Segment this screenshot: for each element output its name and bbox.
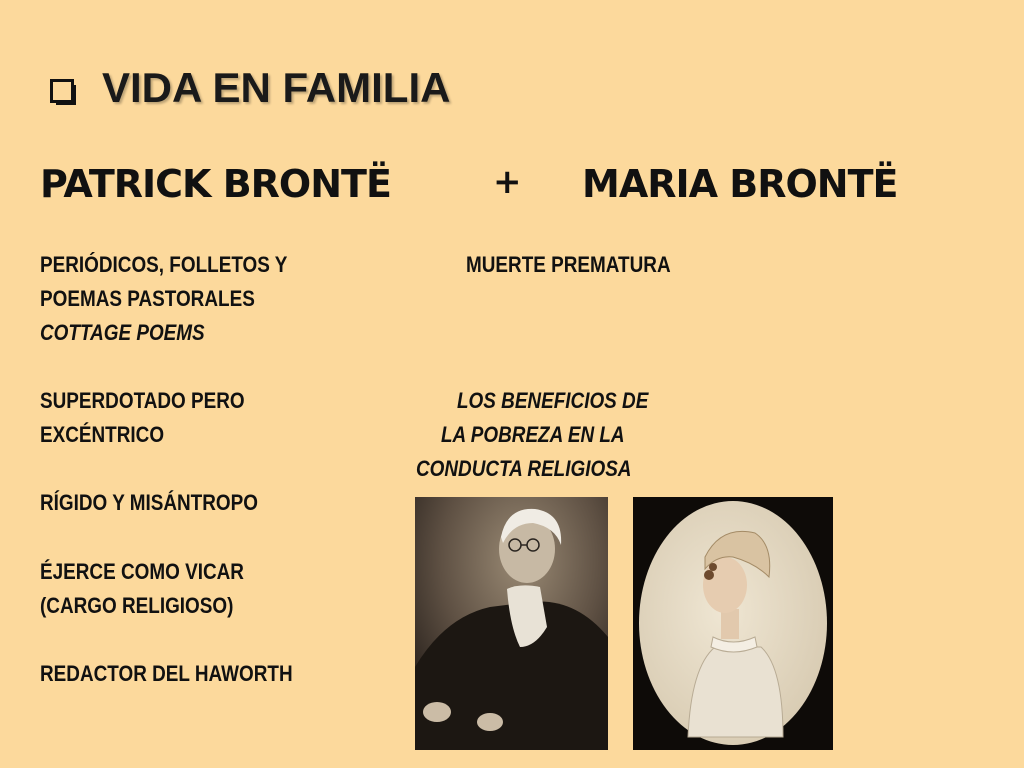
left-line-6: RÍGIDO Y MISÁNTROPO [40, 490, 258, 515]
left-line-4: SUPERDOTADO PERO [40, 388, 245, 413]
right-line-4: CONDUCTA RELIGIOSA [416, 456, 632, 481]
plus-sign: + [493, 162, 521, 202]
left-line-2: POEMAS PASTORALES [40, 286, 255, 311]
left-line-9: REDACTOR DEL HAWORTH [40, 661, 293, 686]
left-line-5: EXCÉNTRICO [40, 422, 165, 447]
name-patrick: PATRICK BRONTË [40, 162, 391, 206]
maria-portrait [633, 497, 833, 750]
right-line-3: LA POBREZA EN LA [441, 422, 625, 447]
slide-title: VIDA EN FAMILIA [102, 64, 451, 111]
patrick-portrait [415, 497, 608, 750]
right-line-1: MUERTE PREMATURA [466, 252, 671, 277]
title-row [50, 64, 450, 112]
left-line-3: COTTAGE POEMS [40, 320, 205, 345]
left-line-7: ÉJERCE COMO VICAR [40, 559, 244, 584]
right-line-2: LOS BENEFICIOS DE [457, 388, 649, 413]
left-line-8: (CARGO RELIGIOSO) [40, 593, 234, 618]
left-line-1: PERIÓDICOS, FOLLETOS Y [40, 252, 288, 277]
checkbox-bullet-icon [50, 75, 76, 101]
name-maria: MARIA BRONTË [582, 162, 898, 206]
